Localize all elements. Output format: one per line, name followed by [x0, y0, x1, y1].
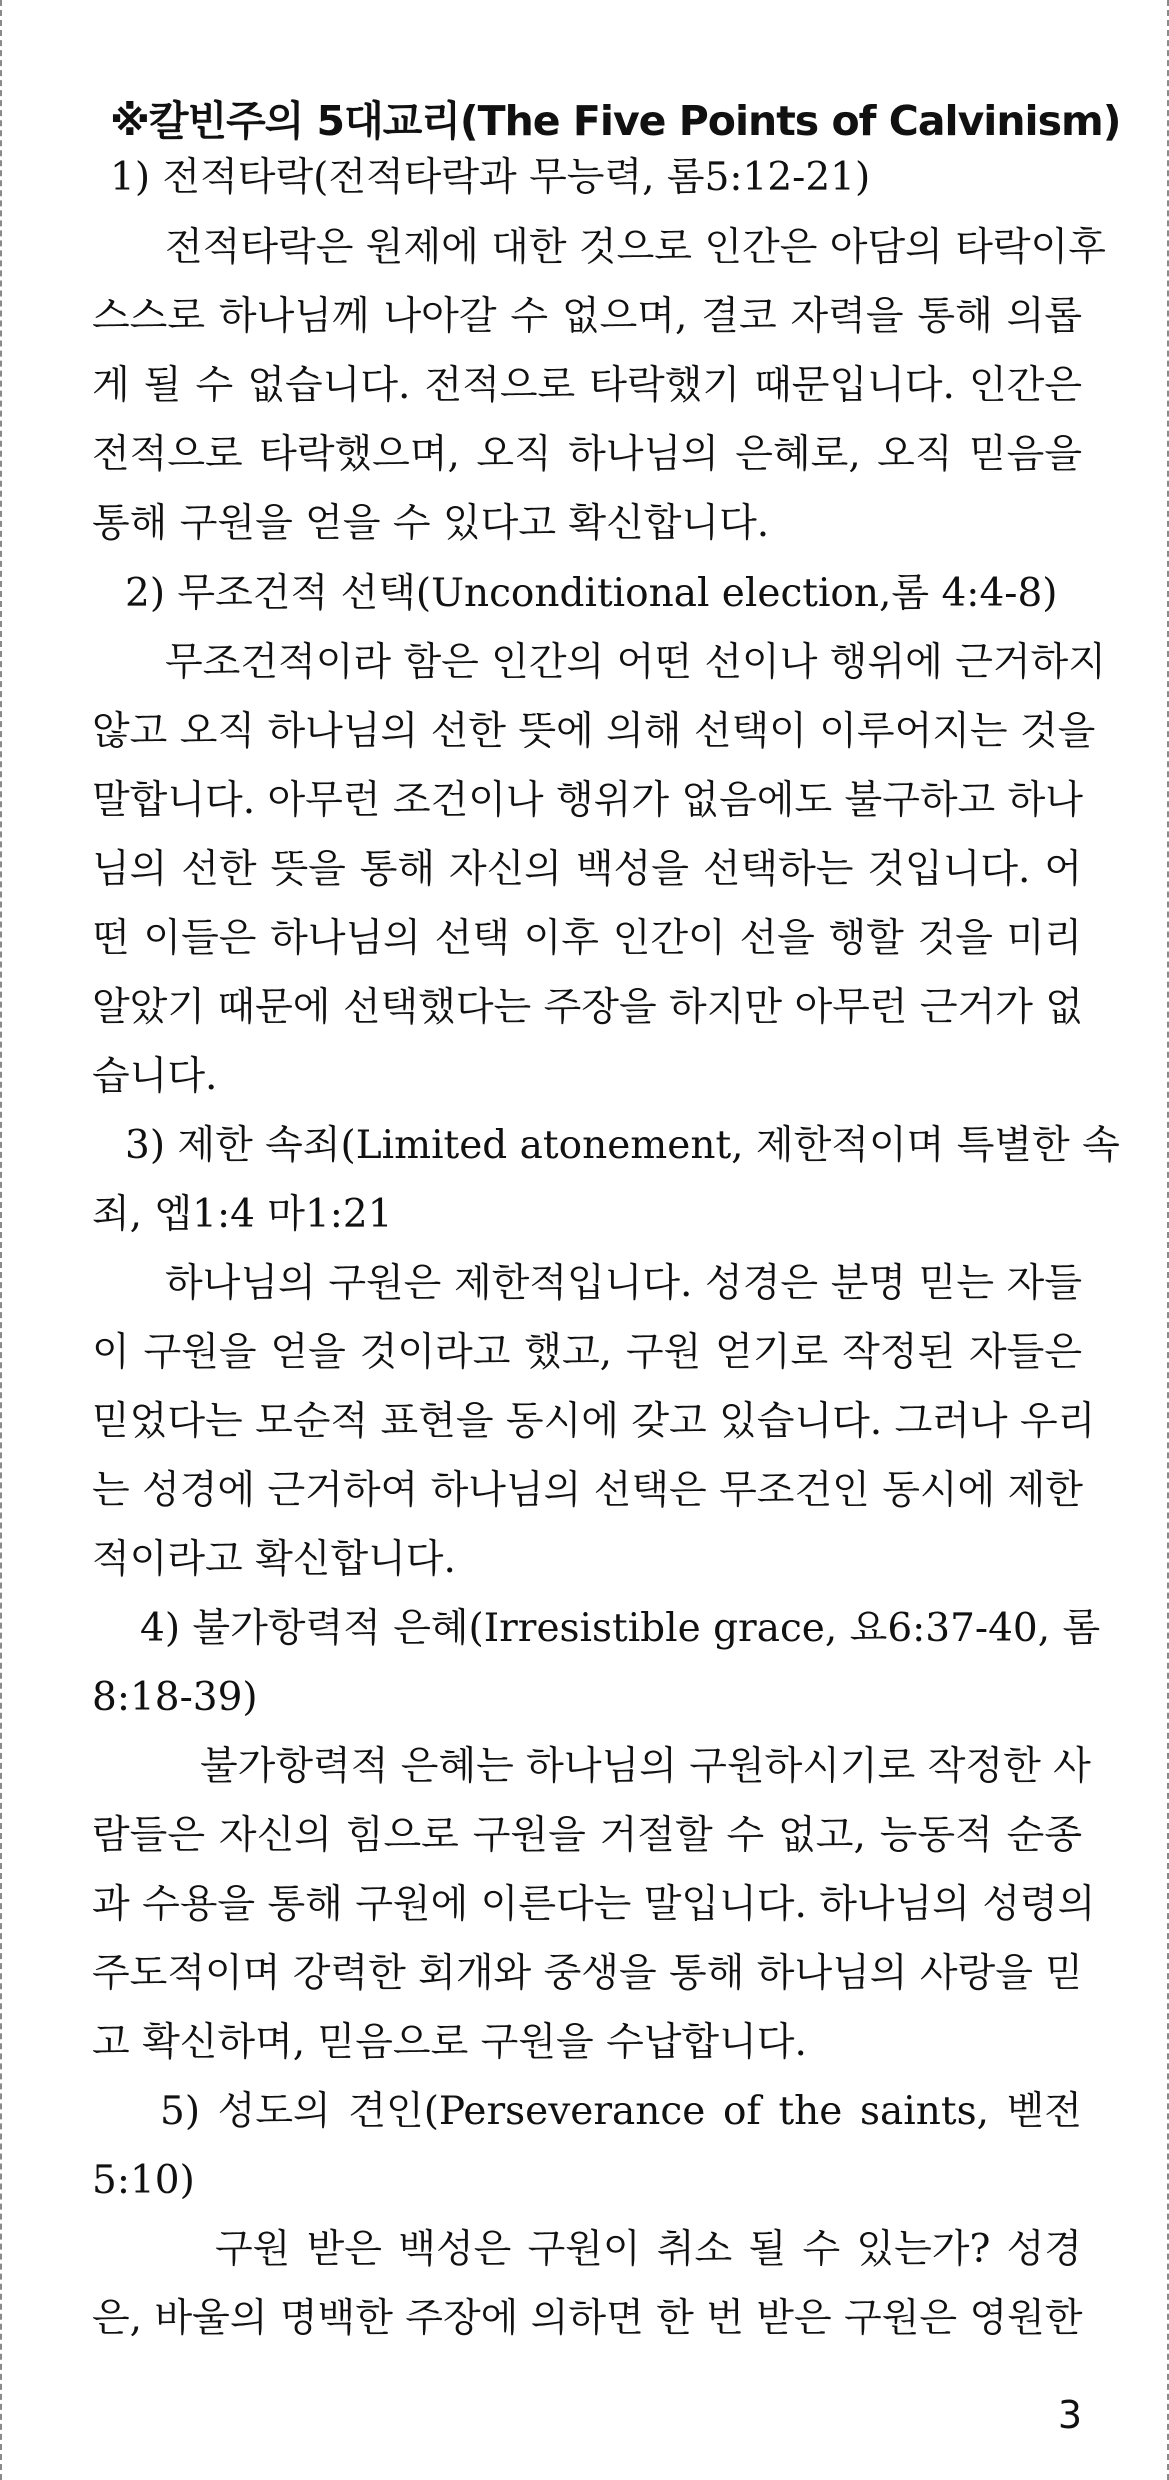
section-4-line: 람들은 자신의 힘으로 구원을 거절할 수 없고, 능동적 순종 — [92, 1813, 1082, 1858]
section-3-line: 하나님의 구원은 제한적입니다. 성경은 분명 믿는 자들 — [165, 1261, 1082, 1306]
section-5-line: 구원 받은 백성은 구원이 취소 될 수 있는가? 성경 — [215, 2227, 1082, 2272]
section-1-line: 스스로 하나님께 나아갈 수 없으며, 결코 자력을 통해 의롭 — [92, 294, 1082, 339]
section-4-heading: 4) 불가항력적 은혜(Irresistible grace, 요6:37-40, 롬 — [140, 1606, 1101, 1651]
section-3-heading-cont: 죄, 엡1:4 마1:21 — [92, 1192, 393, 1237]
section-1-line: 게 될 수 없습니다. 전적으로 타락했기 때문입니다. 인간은 — [92, 363, 1082, 408]
section-1-line: 전적으로 타락했으며, 오직 하나님의 은혜로, 오직 믿음을 — [92, 432, 1082, 477]
section-5-heading: 5) 성도의 견인(Perseverance of the saints, 벧전 — [160, 2089, 1082, 2134]
section-3-line: 믿었다는 모순적 표현을 동시에 갖고 있습니다. 그러나 우리 — [92, 1399, 1096, 1444]
section-1-line: 전적타락은 원제에 대한 것으로 인간은 아담의 타락이후 — [165, 225, 1106, 270]
section-4-heading-cont: 8:18-39) — [92, 1675, 258, 1720]
section-4-line: 과 수용을 통해 구원에 이른다는 말입니다. 하나님의 성령의 — [92, 1882, 1096, 1927]
section-2-line: 습니다. — [92, 1054, 218, 1099]
page-border-left — [0, 0, 5, 2480]
section-3-line: 적이라고 확신합니다. — [92, 1537, 456, 1582]
section-4-line: 고 확신하며, 믿음으로 구원을 수납합니다. — [92, 2020, 807, 2065]
section-5-line: 은, 바울의 명백한 주장에 의하면 한 번 받은 구원은 영원한 — [92, 2296, 1083, 2341]
section-3-line: 이 구원을 얻을 것이라고 했고, 구원 얻기로 작정된 자들은 — [92, 1330, 1082, 1375]
section-5-heading-cont: 5:10) — [92, 2158, 195, 2203]
section-2-line: 무조건적이라 함은 인간의 어떤 선이나 행위에 근거하지 — [165, 640, 1106, 685]
section-2-line: 떤 이들은 하나님의 선택 이후 인간이 선을 행할 것을 미리 — [92, 916, 1082, 961]
section-1-heading: 1) 전적타락(전적타락과 무능력, 롬5:12-21) — [110, 155, 871, 200]
section-4-line: 불가항력적 은혜는 하나님의 구원하시기로 작정한 사 — [200, 1744, 1091, 1789]
page-number: 3 — [1057, 2393, 1082, 2437]
section-2-line: 않고 오직 하나님의 선한 뜻에 의해 선택이 이루어지는 것을 — [92, 709, 1096, 754]
section-3-line: 는 성경에 근거하여 하나님의 선택은 무조건인 동시에 제한 — [92, 1468, 1083, 1513]
section-3-heading: 3) 제한 속죄(Limited atonement, 제한적이며 특별한 속 — [125, 1123, 1120, 1168]
section-2-line: 알았기 때문에 선택했다는 주장을 하지만 아무런 근거가 없 — [92, 985, 1083, 1030]
section-2-line: 님의 선한 뜻을 통해 자신의 백성을 선택하는 것입니다. 어 — [92, 847, 1082, 892]
section-4-line: 주도적이며 강력한 회개와 중생을 통해 하나님의 사랑을 믿 — [92, 1951, 1083, 1996]
page-title: ※칼빈주의 5대교리(The Five Points of Calvinism) — [110, 97, 1121, 145]
page-border-right — [1164, 0, 1169, 2480]
section-1-line: 통해 구원을 얻을 수 있다고 확신합니다. — [92, 501, 770, 546]
section-2-line: 말합니다. 아무런 조건이나 행위가 없음에도 불구하고 하나 — [92, 778, 1083, 823]
section-2-heading: 2) 무조건적 선택(Unconditional election,롬 4:4-8) — [125, 571, 1058, 616]
